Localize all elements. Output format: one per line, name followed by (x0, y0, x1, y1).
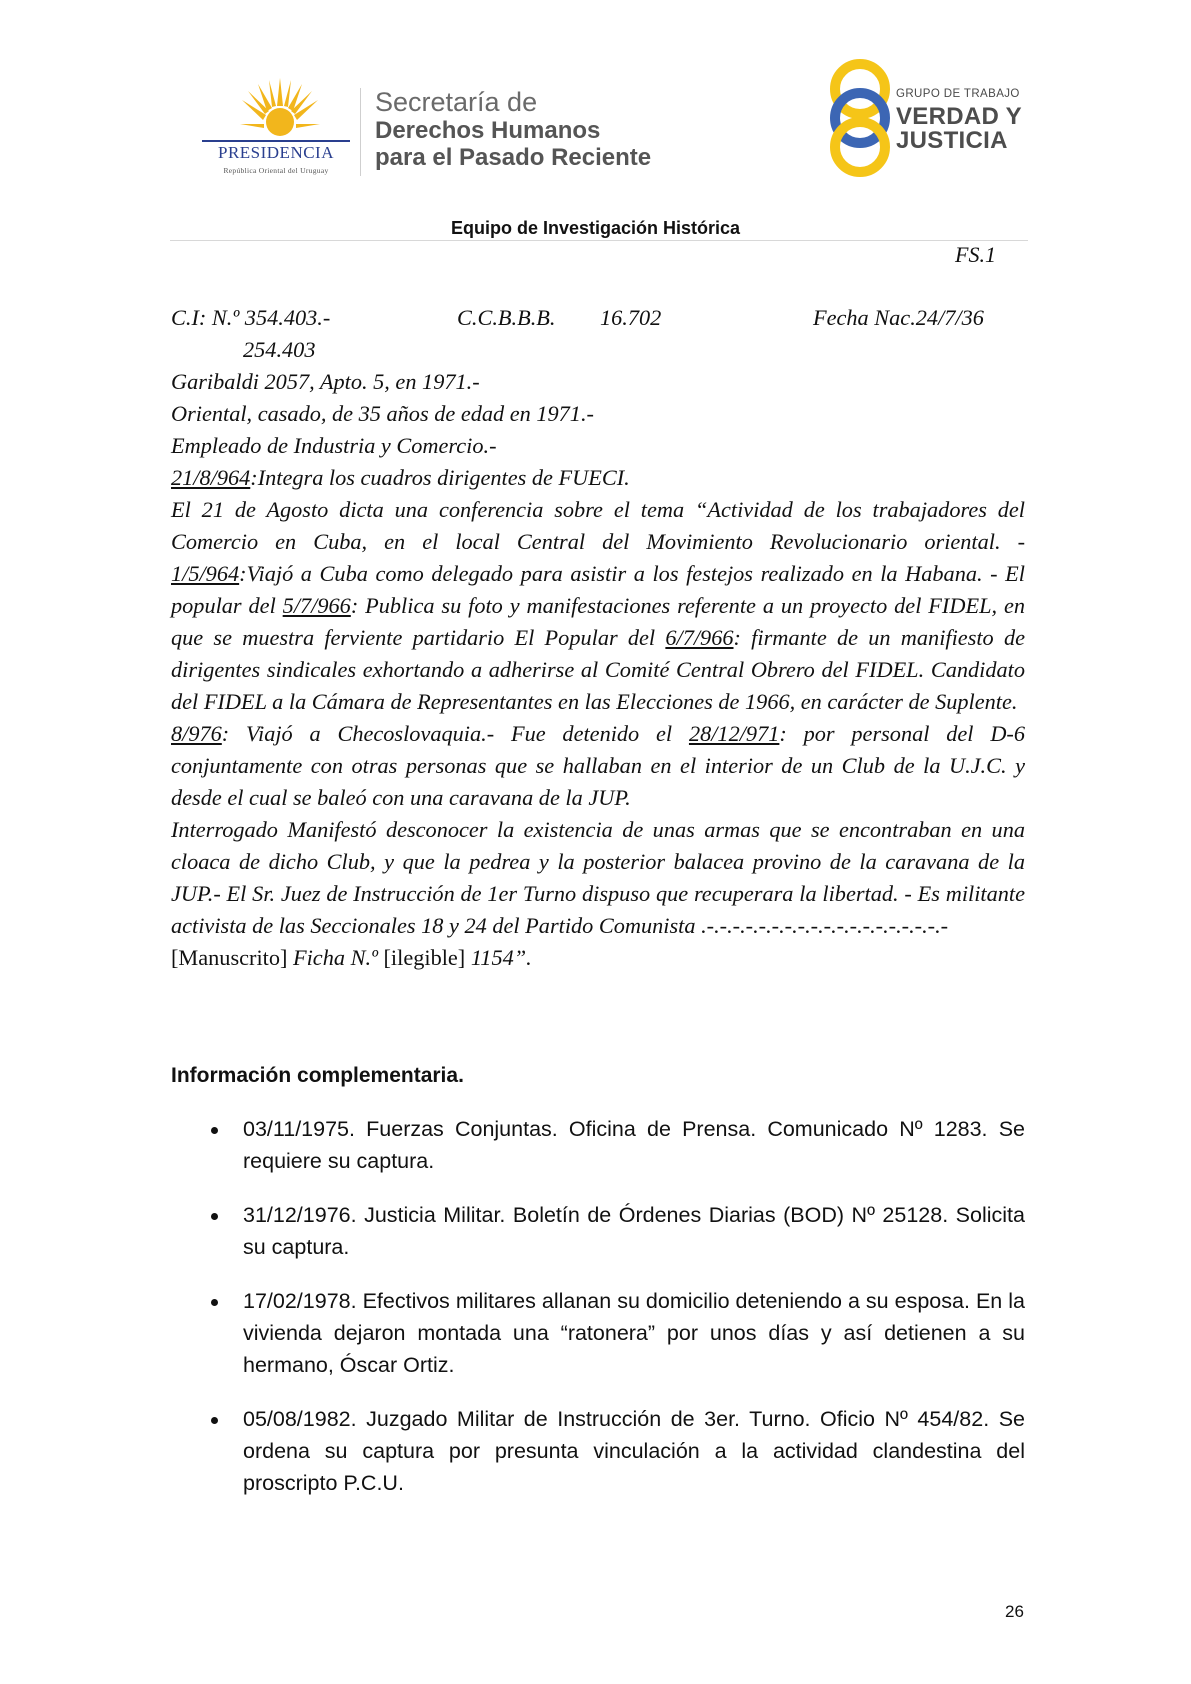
birth-date: Fecha Nac.24/7/36 (813, 305, 984, 330)
list-item (171, 1113, 1025, 1177)
grupo-label: GRUPO DE TRABAJO (896, 88, 1020, 100)
entry-text: :Integra los cuadros dirigentes de FUECI. (250, 465, 630, 490)
sun-icon (240, 78, 320, 140)
bullet-icon (211, 1127, 218, 1134)
justicia-label: JUSTICIA (896, 127, 1008, 154)
record-body (171, 302, 1025, 974)
para-date: 1/5/964 (171, 561, 240, 586)
entry-fueci (171, 462, 1025, 494)
close-text: [ilegible] (377, 945, 471, 970)
page-header (0, 0, 1191, 220)
list-item-text: 17/02/1978. Efectivos militares allanan su domicilio deteniendo a su esposa. En la vivienda dejaron montada una “ratonera” por unos días y así detienen a su hermano, Óscar Ortiz. (243, 1289, 1025, 1377)
folio-label: FS.1 (955, 242, 996, 267)
rings-icon (824, 56, 896, 180)
page-number: 26 (1005, 1602, 1024, 1621)
para-date: 28/12/971 (688, 721, 780, 746)
header-rule (170, 240, 1028, 241)
para-date: 6/7/966 (665, 625, 734, 650)
secretaria-line-3: para el Pasado Reciente (375, 144, 652, 171)
ci-number: C.I: N.º 354.403.- (171, 305, 331, 330)
ccbbb-value: 16.702 (600, 305, 662, 330)
info-title: Información complementaria. (171, 1064, 464, 1087)
close-text: [Manuscrito] (171, 945, 293, 970)
list-item-text: 31/12/1976. Justicia Militar. Boletín de Órdenes Diarias (BOD) Nº 25128. Solicita su captura. (243, 1203, 1025, 1259)
para-date: 5/7/966 (282, 593, 351, 618)
ci-extra: 254.403 (243, 337, 316, 362)
job-line: Empleado de Industria y Comercio.- (171, 433, 497, 458)
paragraph-cuba (171, 494, 1025, 718)
para-text: El 21 de Agosto dicta una conferencia sobre el tema “Actividad de los trabajadores del Comercio en Cuba, en el local Central del Movimiento Revolucionario oriental. - (171, 497, 1025, 554)
para-text: :Viajó a Cuba como delegado para asistir a los festejos realizado en la Habana. - El popular del (171, 561, 1025, 618)
verdad-justicia-logo (824, 56, 1024, 180)
close-text: 1154”. (470, 945, 532, 970)
address-line: Garibaldi 2057, Apto. 5, en 1971.- (171, 369, 480, 394)
para-text: : Publica su foto y manifestaciones referente a un proyecto del FIDEL, en que se muestra ferviente partidario El Popular del (171, 593, 1025, 650)
presidencia-logo (196, 78, 356, 178)
verdad-label: VERDAD Y (896, 103, 1022, 130)
para-text: : por personal del D-6 conjuntamente con otras personas que se hallaban en el interior de un Club de la U.J.C. y desde el cual se baleó con una caravana de la JUP. (171, 721, 1025, 810)
ccbbb-label: C.C.B.B.B. (457, 305, 556, 330)
presidencia-subtitle: República Oriental del Uruguay (223, 166, 329, 175)
presidencia-rule (202, 140, 350, 142)
team-title: Equipo de Investigación Histórica (450, 218, 741, 238)
logo-divider (360, 88, 361, 176)
paragraph-interrogation: Interrogado Manifestó desconocer la existencia de unas armas que se encontraban en una cloaca de dicho Club, y que la pedrea y la posterior balacea provino de la caravana de la JUP.- El Sr. Juez de Instrucción de 1er Turno dispuso que recuperara la libertad. - Es militante activista de las Seccionales 18 y 24 del Partido Comunista .-.-.-.-.-.-.-.-.-.-.-.-.-.-.-.-.-.-.- (171, 817, 1025, 938)
status-line: Oriental, casado, de 35 años de edad en 1971.- (171, 401, 594, 426)
secretaria-line-1: Secretaría de (375, 87, 538, 117)
entry-date: 21/8/964 (171, 465, 251, 490)
para-text: : firmante de un manifiesto de dirigentes sindicales exhortando a adherirse al Comité Central Obrero del FIDEL. Candidato del FIDEL a la Cámara de Representantes en las Elecciones de 1966, en carácter de Suplente. (171, 625, 1025, 714)
bullet-icon (211, 1417, 218, 1424)
secretaria-name (375, 88, 651, 171)
close-text: Ficha N.º (292, 945, 378, 970)
secretaria-line-2: Derechos Humanos (375, 117, 601, 144)
para-date: 8/976 (171, 721, 222, 746)
para-text: : Viajó a Checoslovaquia.- Fue detenido el (221, 721, 689, 746)
list-item-text: 05/08/1982. Juzgado Militar de Instrucción de 3er. Turno. Oficio Nº 454/82. Se ordena su captura por presunta vinculación a la actividad clandestina del proscripto P.C.U. (243, 1407, 1025, 1495)
id-row (171, 302, 1025, 334)
list-item-text: 03/11/1975. Fuerzas Conjuntas. Oficina de Prensa. Comunicado Nº 1283. Se requiere su captura. (243, 1117, 1025, 1173)
list-item (171, 1199, 1025, 1263)
bullet-icon (211, 1213, 218, 1220)
info-list (171, 1113, 1025, 1521)
bullet-icon (211, 1299, 218, 1306)
closing-line (171, 942, 1025, 974)
paragraph-detention (171, 718, 1025, 814)
presidencia-name: PRESIDENCIA (217, 143, 334, 162)
list-item (171, 1285, 1025, 1381)
list-item (171, 1403, 1025, 1499)
